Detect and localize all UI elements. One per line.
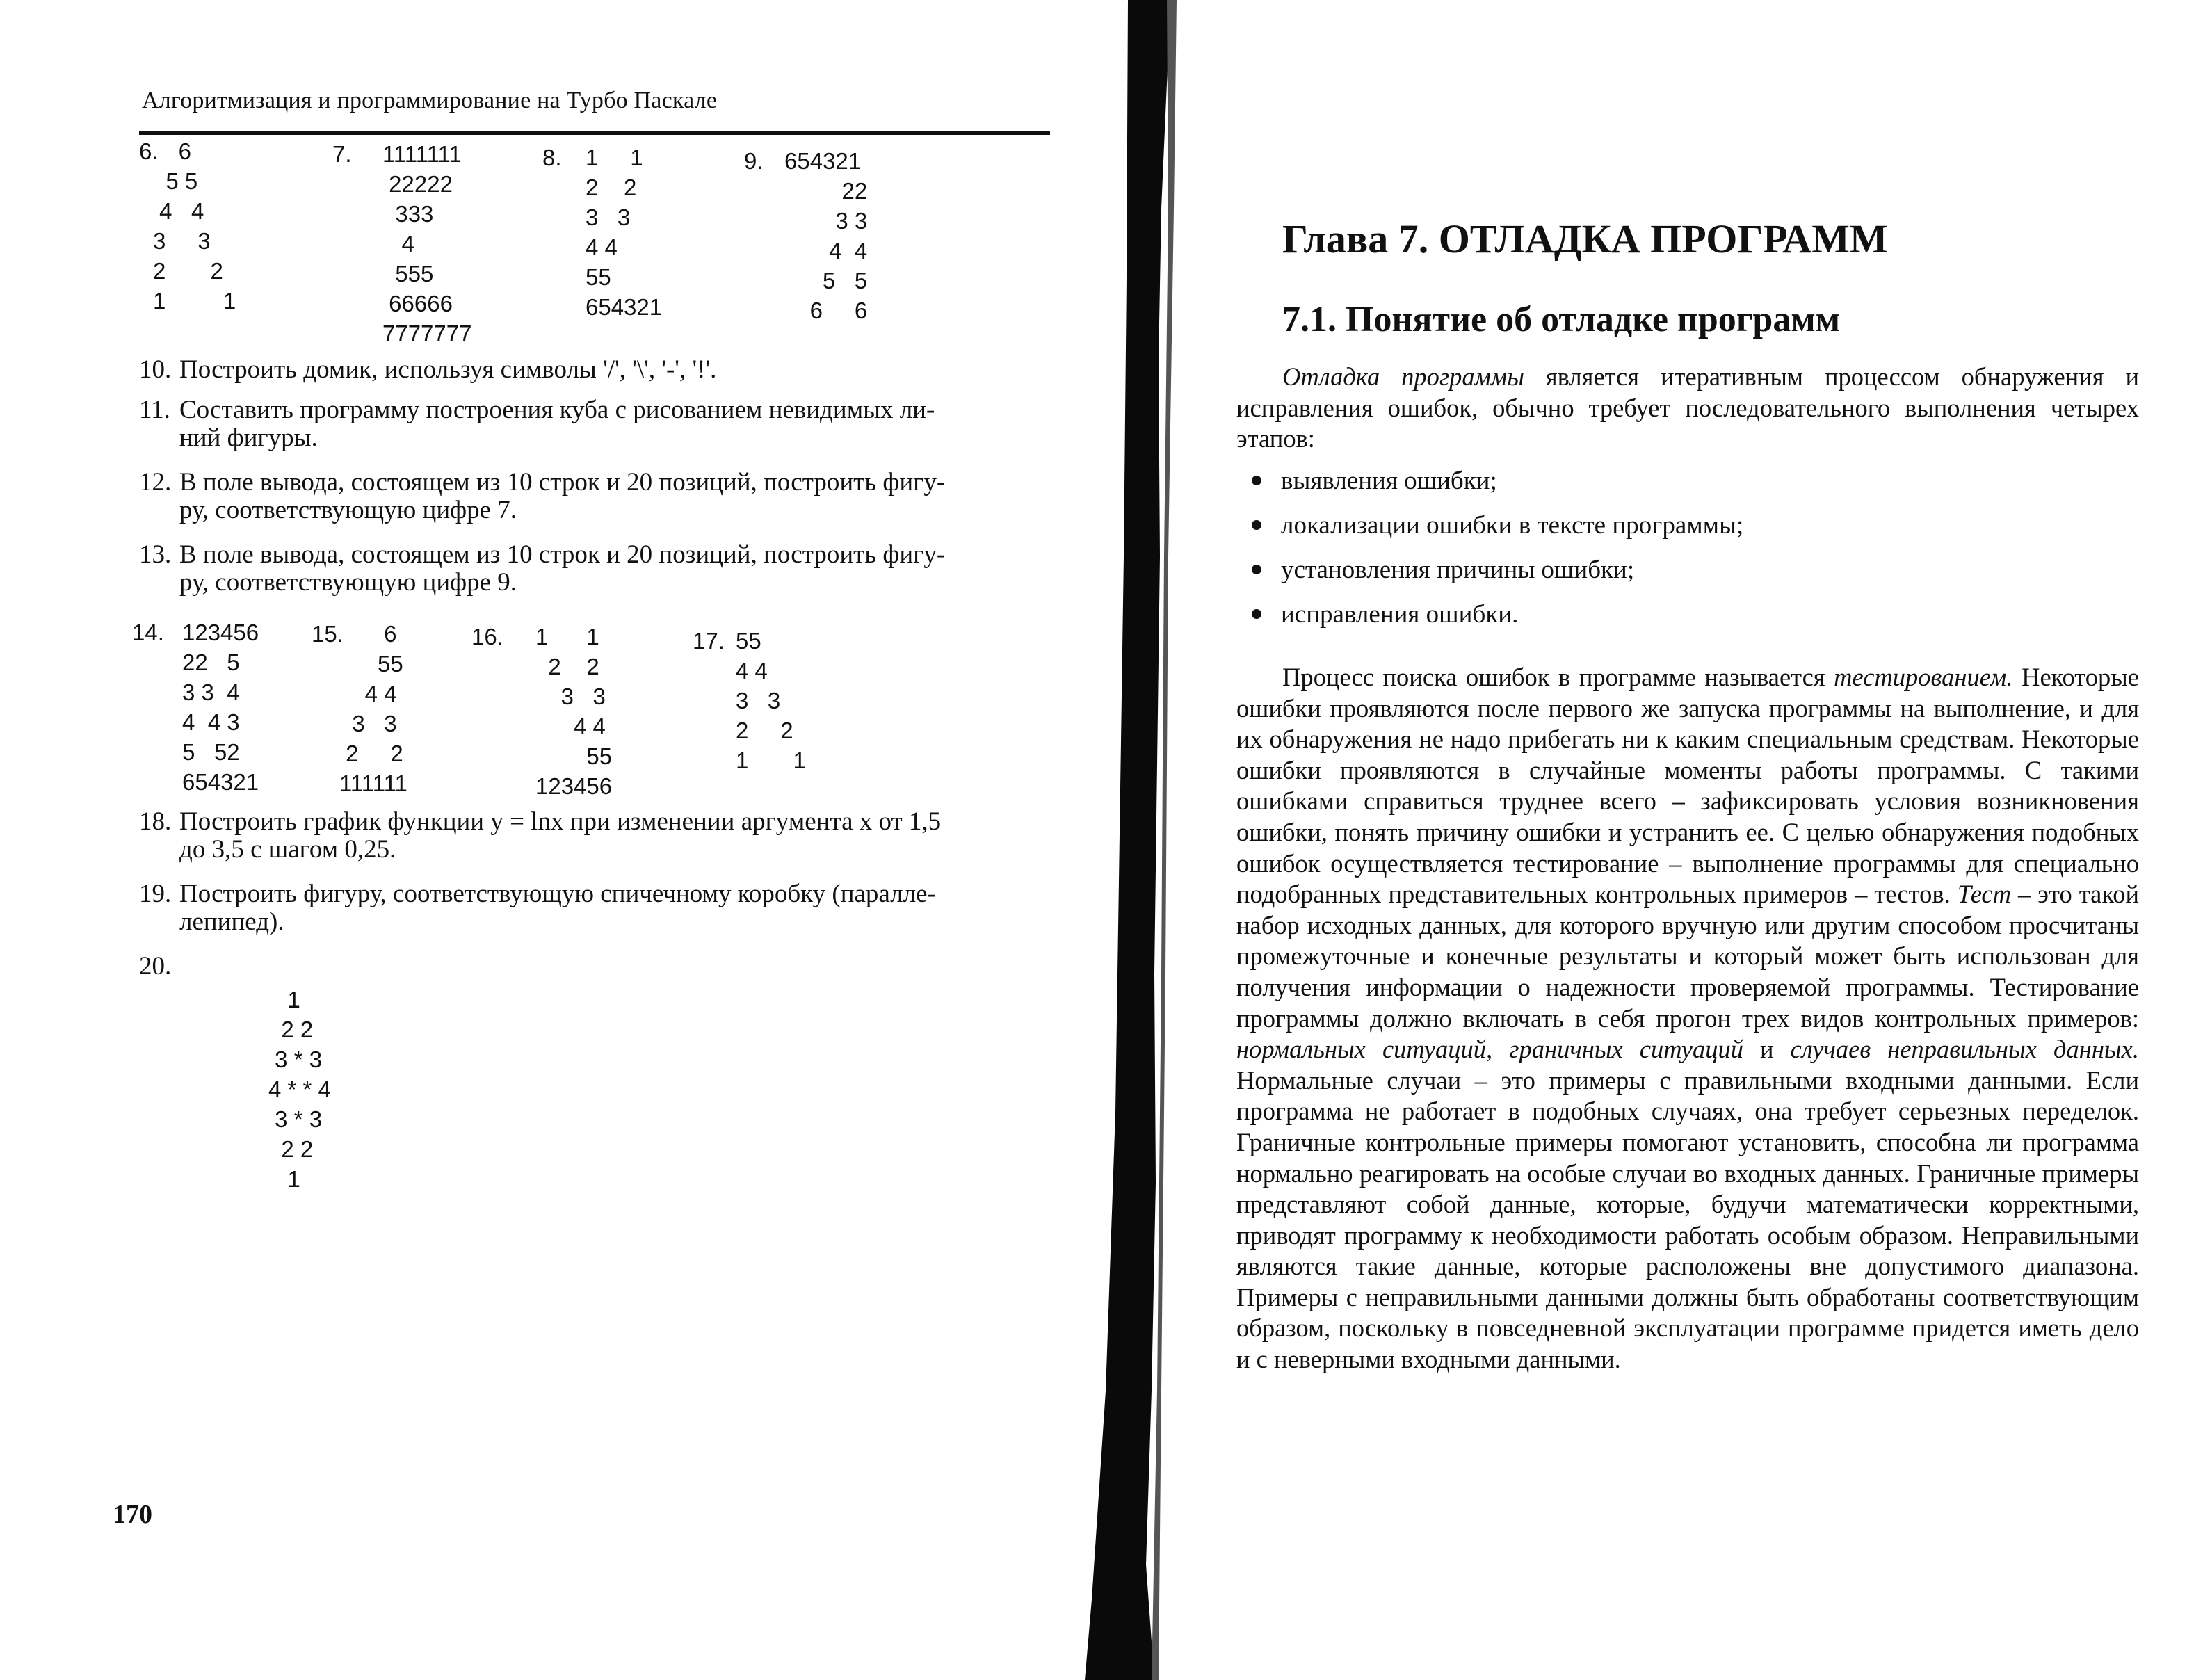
- task-10: [139, 355, 1050, 385]
- bullet-icon: [1252, 476, 1261, 485]
- task-13: [139, 540, 1050, 598]
- header-rule: [139, 131, 1050, 135]
- intro-paragraph: [1236, 362, 2139, 455]
- term-invalid-data: случаев неправильных данных.: [1790, 1035, 2139, 1064]
- pattern-lines: 1 1 2 2 3 3 4 4 55 654321: [586, 145, 663, 320]
- section-title: 7.1. Понятие об отладке программ: [1282, 300, 1841, 339]
- pattern-lines: 123456 22 5 3 3 4 4 4 3 5 52 654321: [182, 620, 259, 795]
- task-19: [139, 879, 1050, 937]
- bullet-icon: [1252, 609, 1261, 619]
- task-number: 19.: [139, 880, 172, 908]
- task-number: 12.: [139, 468, 172, 496]
- pattern-lines: 55 4 4 3 3 2 2 1 1: [736, 628, 806, 773]
- pattern-lines: 6 5 5 4 4 3 3 2 2 1 1: [153, 138, 236, 314]
- pattern-lines: 1 1 2 2 3 3 4 4 55 123456: [535, 624, 613, 799]
- task-number: 11.: [139, 396, 170, 424]
- list-item: исправления ошибки.: [1252, 599, 1743, 630]
- task-number: 18.: [139, 807, 172, 836]
- pattern-number: 9.: [744, 148, 764, 174]
- chapter-title: Глава 7. ОТЛАДКА ПРОГРАММ: [1282, 216, 1888, 261]
- task-18: [139, 807, 1050, 865]
- task-number: 13.: [139, 540, 172, 569]
- task-text-cont: ру, соответствующую цифре 9.: [179, 568, 517, 597]
- task-text-cont: ний фигуры.: [179, 423, 318, 452]
- task-text-cont: лепипед).: [179, 907, 284, 936]
- left-page: [0, 0, 1092, 1680]
- task-text: Построить фигуру, соответствующую спичечному коробку (паралле-: [179, 880, 936, 908]
- running-header: Алгоритмизация и программирование на Турбо Паскале: [142, 88, 718, 113]
- list-item: выявления ошибки;: [1252, 466, 1743, 496]
- task-text-cont: ру, соответствующую цифре 7.: [179, 496, 517, 524]
- intro-term: Отладка программы: [1282, 362, 1524, 391]
- task-12: [139, 467, 1050, 526]
- list-item: установления причины ошибки;: [1252, 555, 1743, 585]
- term-normal-boundary: нормальных ситуаций, граничных ситуаций: [1236, 1035, 1743, 1064]
- task-text: В поле вывода, состоящем из 10 строк и 20 позиций, построить фигу-: [179, 540, 946, 569]
- steps-list: [1252, 466, 1743, 644]
- pattern-number: 6.: [139, 138, 159, 164]
- list-item: локализации ошибки в тексте программы;: [1252, 510, 1743, 541]
- pattern-lines: 654321 22 3 3 4 4 5 5 6 6: [784, 148, 868, 323]
- diamond-pattern: 1 2 2 3 * 3 4 * * 4 3 * 3 2 2 1: [268, 987, 331, 1192]
- bullet-icon: [1252, 565, 1261, 574]
- intro-text: является итеративным процессом обнаружения и исправления ошибок, обычно требует последовательного выполнения четырех этапов:: [1236, 362, 2139, 453]
- task-text: Составить программу построения куба с рисованием невидимых ли-: [179, 396, 935, 424]
- pattern-lines: 6 55 4 4 3 3 2 2 111111: [339, 621, 407, 796]
- task-text: Построить график функции y = lnx при изменении аргумента x от 1,5: [179, 807, 942, 836]
- task-20: [139, 951, 1050, 982]
- bullet-icon: [1252, 520, 1261, 530]
- task-11: [139, 395, 1050, 453]
- term-test: Тест: [1957, 880, 2011, 909]
- page-number: 170: [113, 1500, 152, 1529]
- task-text-cont: до 3,5 с шагом 0,25.: [179, 835, 396, 864]
- pattern-number: 17.: [693, 628, 725, 654]
- task-number: 10.: [139, 355, 172, 384]
- testing-paragraph: Процесс поиска ошибок в программе называется тестированием. Некоторые ошибки проявляются после первого же запуска программы на выполнение, и для их обнаружения не надо прибегать ни к каким специальным средствам. Некоторые ошибки проявляются в случайные моменты работы программы. С такими ошибками справиться труднее всего – зафиксировать условия возникновения ошибки, понять причину ошибки и устранить ее. С целью обнаружения подобных ошибок осуществляется тестирование – выполнение программы для специально подобранных представительных контрольных примеров – тестов. Тест – это такой набор исходных данных, для которого вручную или другим способом просчитаны промежуточные и конечные результаты и который может быть использован для получения информации о надежности проверяемой программы. Тестирование программы должно включать в себя прогон трех видов контрольных примеров: нормальных ситуаций, граничных ситуаций и случаев неправильных данных. Нормальные случаи – это примеры с правильными входными данными. Если программа не работает в подобных случаях, она требует серьезных переделок. Граничные контрольные примеры помогают установить, способна ли программа нормально реагировать на особые случаи во входных данных. Граничные примеры представляют собой данные, которые, будучи математически корректными, приводят программу к необходимости работать особым образом. Неправильными являются такие данные, которые расположены вне допустимого диапазона. Примеры с неправильными данными должны быть обработаны соответствующим образом, поскольку в повседневной эксплуатации программе придется иметь дело и с неверными входными данными.: [1236, 663, 2139, 1374]
- pattern-number: 14.: [132, 620, 164, 645]
- task-text: Построить домик, используя символы '/', '\', '-', '!'.: [179, 355, 717, 384]
- task-text: В поле вывода, состоящем из 10 строк и 20 позиций, построить фигу-: [179, 468, 946, 496]
- pattern-number: 8.: [542, 145, 562, 170]
- term-testing: тестированием.: [1834, 663, 2013, 691]
- pattern-number: 15.: [312, 621, 344, 647]
- task-number: 20.: [139, 952, 172, 980]
- pattern-number: 16.: [471, 624, 503, 649]
- pattern-lines: 1111111 22222 333 4 555 66666 7777777: [382, 141, 472, 346]
- pattern-number: 7.: [332, 141, 352, 167]
